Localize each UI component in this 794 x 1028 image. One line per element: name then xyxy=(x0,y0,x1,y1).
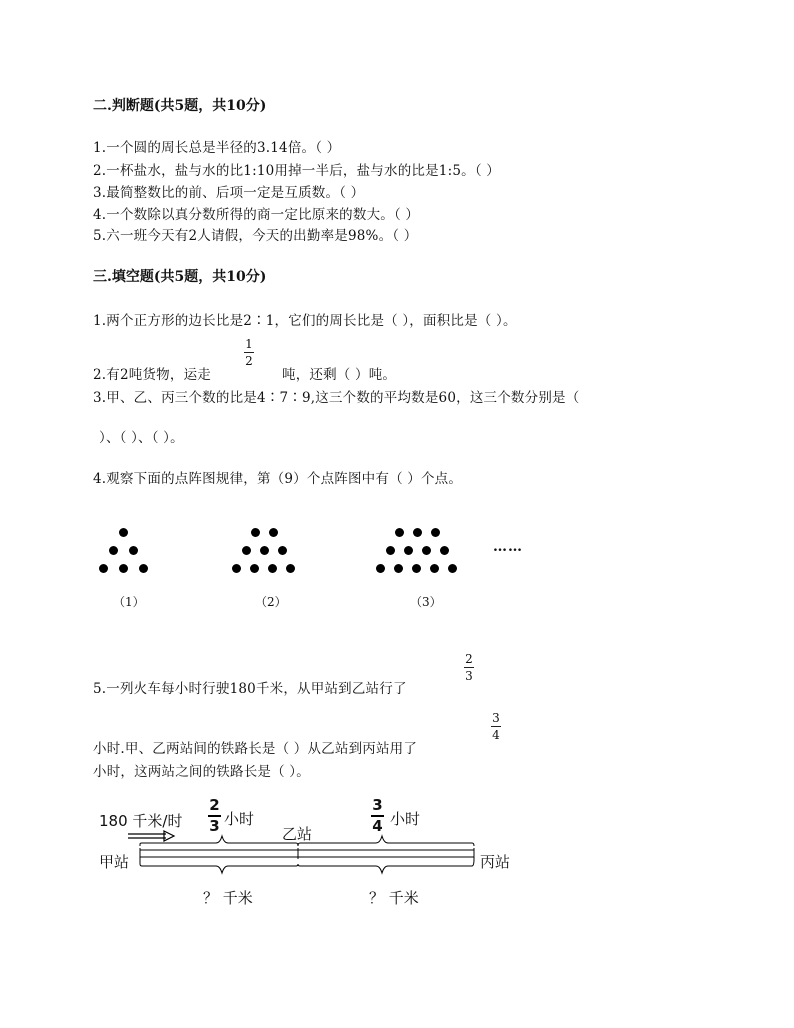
fraction-two-thirds xyxy=(464,652,474,683)
dot xyxy=(129,546,138,555)
fraction-denominator: 2 xyxy=(245,354,253,368)
dot xyxy=(232,564,241,573)
segment-lines xyxy=(130,830,480,886)
dot xyxy=(376,564,385,573)
question-2-part-b: 吨，还剩（ ）吨。 xyxy=(282,367,397,383)
fraction-numerator: 1 xyxy=(245,337,253,351)
fraction-one-half xyxy=(244,337,254,368)
dot xyxy=(268,564,277,573)
question-5-line3: 小时，这两站之间的铁路长是（ ）。 xyxy=(93,764,310,780)
fraction-numerator: 2 xyxy=(209,796,220,814)
pattern-label-2: （2） xyxy=(255,595,287,609)
unknown-distance-2: ？ 千米 xyxy=(369,889,419,907)
fraction-numerator: 3 xyxy=(372,796,383,814)
pattern-label-3: （3） xyxy=(410,595,442,609)
question-3-line2: ）、（ ）、（ ）。 xyxy=(99,430,184,446)
dot xyxy=(448,564,457,573)
dot xyxy=(412,564,421,573)
section2-title: 二.判断题(共5题，共10分) xyxy=(93,98,267,114)
question-3-line1: 3.甲、乙、丙三个数的比是4∶7∶9,这三个数的平均数是60，这三个数分别是（ xyxy=(93,390,580,406)
fraction-three-quarters xyxy=(491,711,501,742)
question-item: 1.一个圆的周长总是半径的3.14倍。（ ） xyxy=(93,140,341,156)
dot xyxy=(119,564,128,573)
dot xyxy=(119,528,128,537)
dot xyxy=(386,546,395,555)
question-item: 5.六一班今天有2人请假，今天的出勤率是98%。（ ） xyxy=(93,228,418,244)
hours-label: 小时 xyxy=(390,810,421,828)
dot xyxy=(251,528,260,537)
dot xyxy=(430,564,439,573)
speed-label: 180 千米/时 xyxy=(99,812,183,830)
question-1: 1.两个正方形的边长比是2∶1，它们的周长比是（ ），面积比是（ ）。 xyxy=(93,313,517,329)
fraction-denominator: 3 xyxy=(209,817,220,835)
pattern-label-1: （1） xyxy=(113,595,145,609)
question-5-line1: 5.一列火车每小时行驶180千米，从甲站到乙站行了 xyxy=(93,681,407,697)
unknown-distance-1: ？ 千米 xyxy=(203,889,253,907)
station-b-label: 乙站 xyxy=(282,825,313,843)
dot xyxy=(99,564,108,573)
fraction-numerator: 2 xyxy=(465,652,473,666)
station-c-label: 丙站 xyxy=(480,853,511,871)
dot xyxy=(395,528,404,537)
fraction-bar xyxy=(491,726,501,727)
dot xyxy=(404,546,413,555)
dot xyxy=(269,528,278,537)
question-item: 3.最简整数比的前、后项一定是互质数。（ ） xyxy=(93,185,365,201)
question-4: 4.观察下面的点阵图规律，第（9）个点阵图中有（ ）个点。 xyxy=(93,471,463,487)
dot xyxy=(278,546,287,555)
question-item: 4.一个数除以真分数所得的商一定比原来的数大。（ ） xyxy=(93,207,420,223)
dot xyxy=(440,546,449,555)
dot xyxy=(260,546,269,555)
question-item: 2.一杯盐水，盐与水的比1:10用掉一半后，盐与水的比是1:5。（ ） xyxy=(93,163,500,179)
fraction-denominator: 4 xyxy=(372,817,383,835)
fraction-bar xyxy=(244,352,254,353)
dot xyxy=(250,564,259,573)
dot xyxy=(422,546,431,555)
dot xyxy=(242,546,251,555)
fraction-bar xyxy=(464,667,474,668)
dot xyxy=(139,564,148,573)
pattern-ellipsis: …… xyxy=(493,539,523,555)
fraction-denominator: 4 xyxy=(492,728,500,742)
dot xyxy=(109,546,118,555)
dot xyxy=(413,528,422,537)
section3-title: 三.填空题(共5题，共10分) xyxy=(93,269,267,285)
dot xyxy=(431,528,440,537)
dot xyxy=(394,564,403,573)
question-2-part-a: 2.有2吨货物，运走 xyxy=(93,367,211,383)
fraction-denominator: 3 xyxy=(465,669,473,683)
station-a-label: 甲站 xyxy=(99,853,130,871)
dot xyxy=(286,564,295,573)
fraction-numerator: 3 xyxy=(492,711,500,725)
hours-label: 小时 xyxy=(224,810,255,828)
question-5-line2: 小时.甲、乙两站间的铁路长是（ ）从乙站到丙站用了 xyxy=(93,741,418,757)
